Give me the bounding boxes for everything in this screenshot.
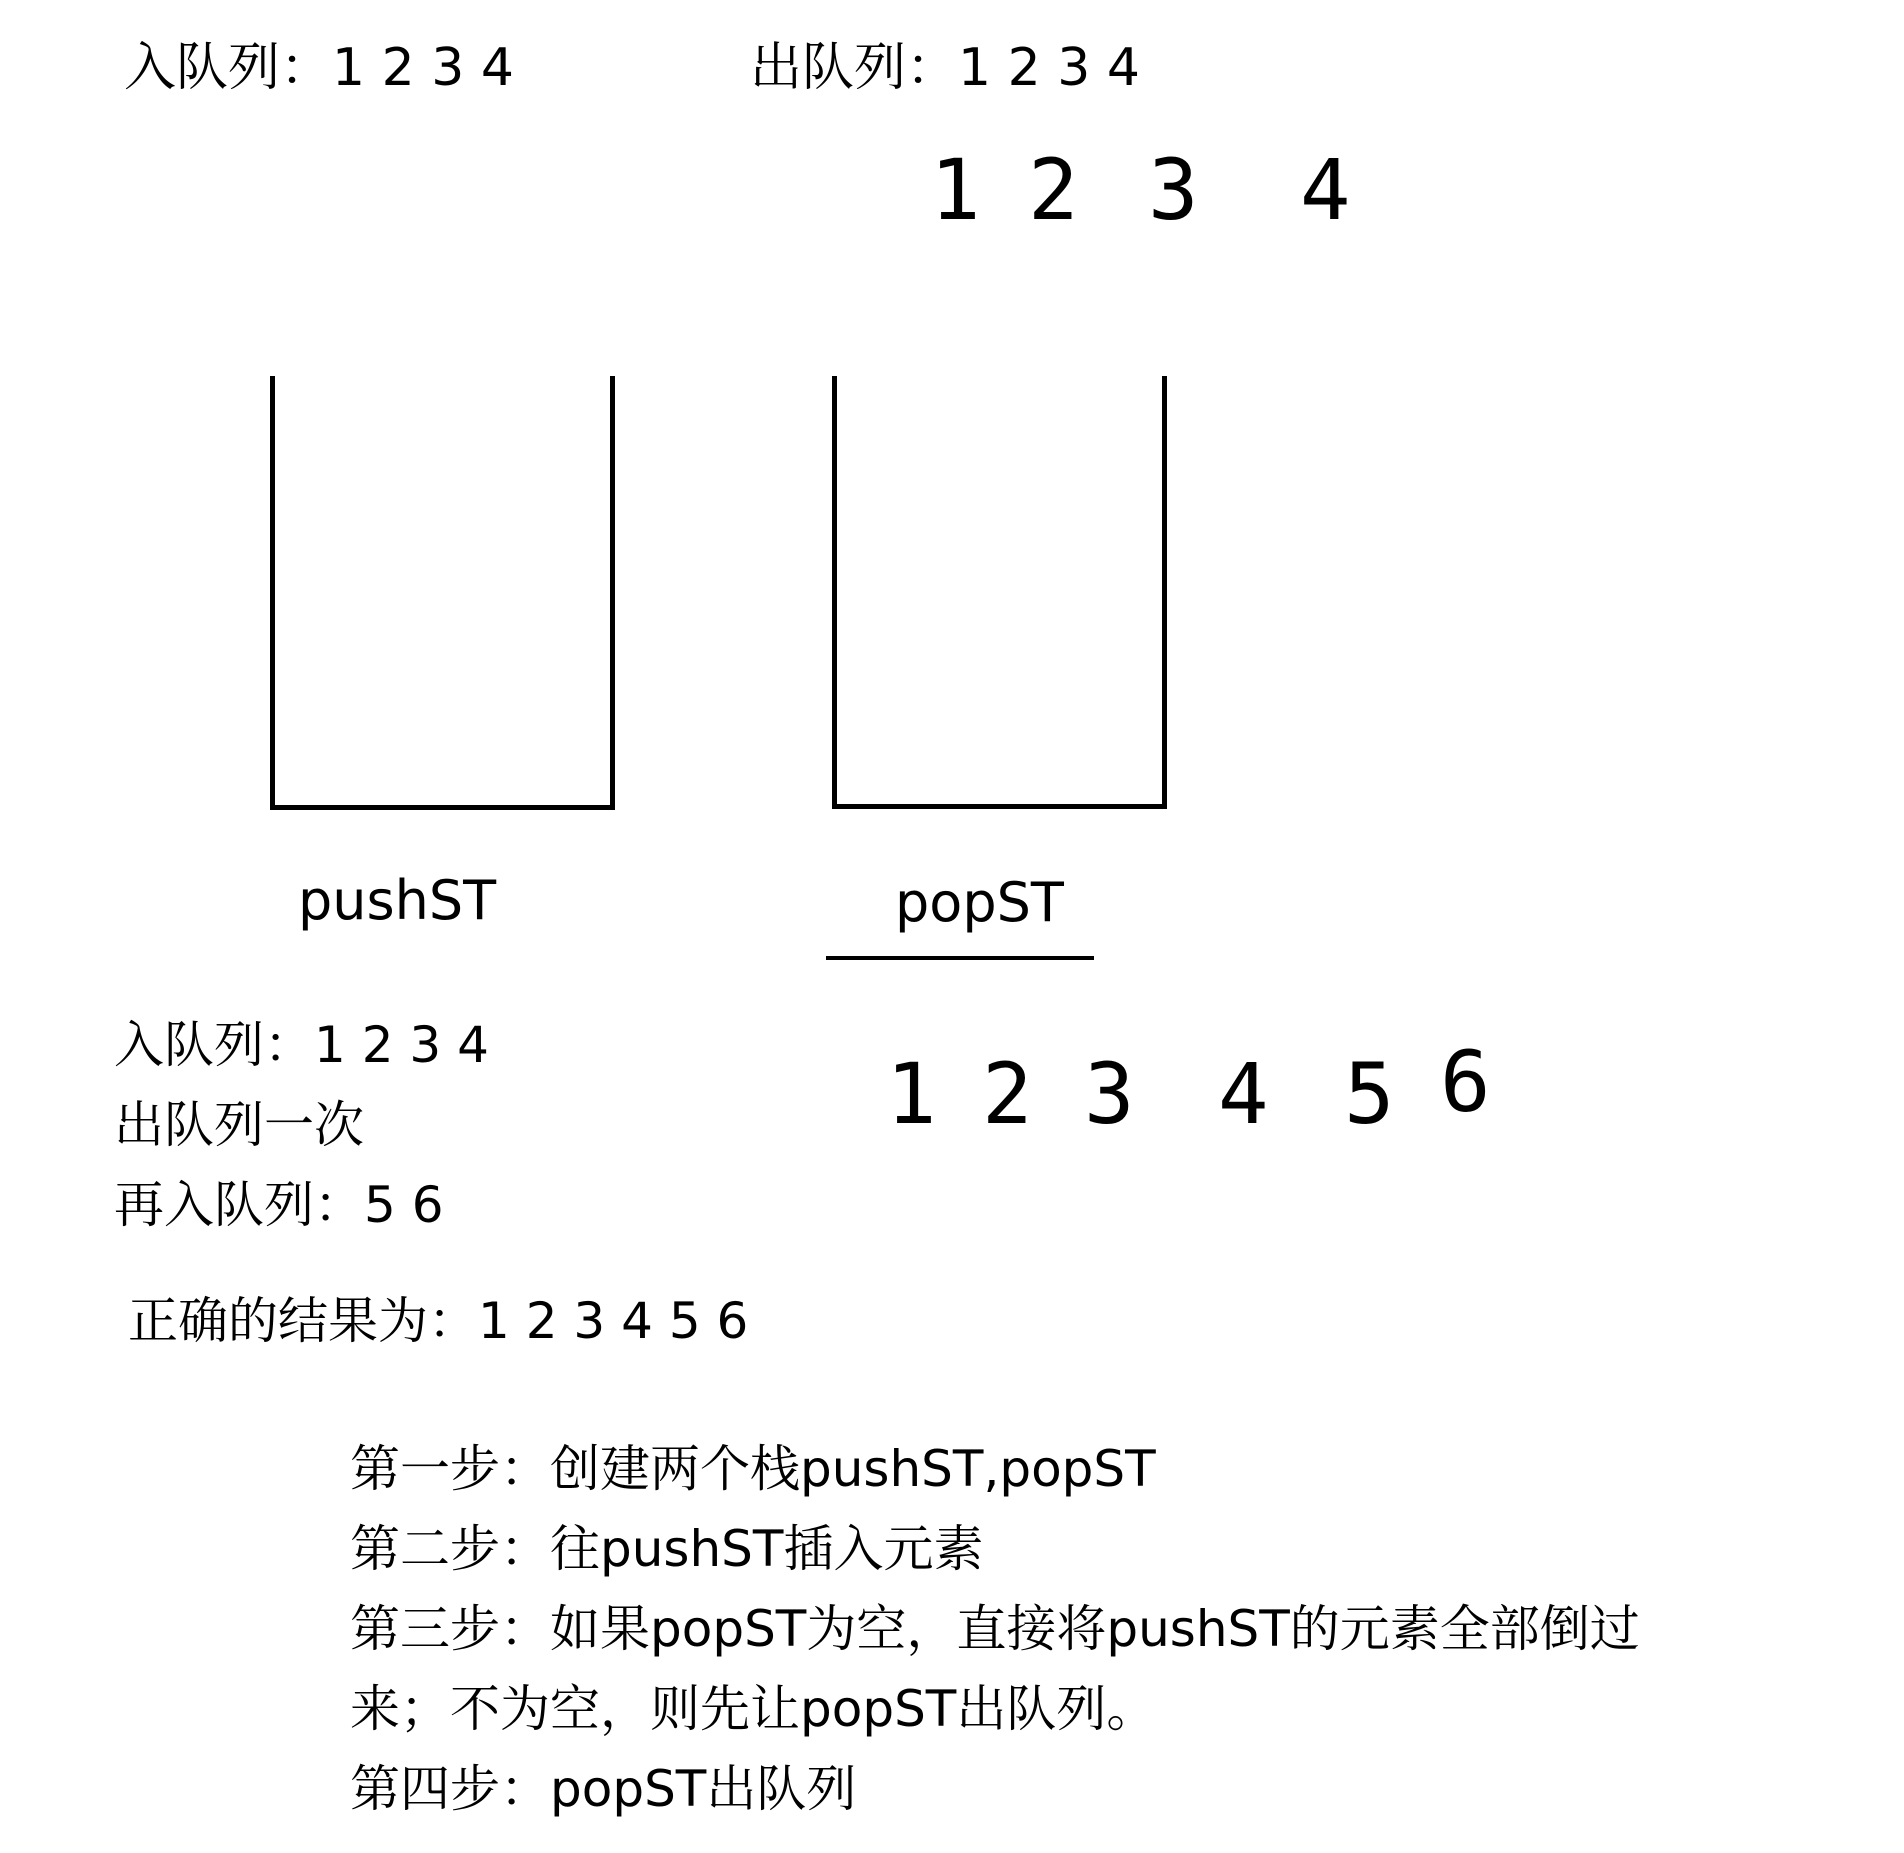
step-3-text: 第三步：如果popST为空，直接将pushST的元素全部倒过 [350, 1600, 1640, 1658]
scenario-line-reenqueue: 再入队列：5 6 [114, 1176, 444, 1234]
handwritten-num: 3 [1148, 141, 1199, 239]
handwritten-num: 1 [930, 141, 981, 239]
step-3-continued-text: 来；不为空，则先让popST出队列。 [350, 1680, 1157, 1738]
handwritten-num: 4 [1300, 141, 1351, 239]
handwritten-num: 5 [1344, 1045, 1395, 1143]
enqueue-text-top: 入队列：1 2 3 4 [124, 38, 514, 98]
scenario-line-dequeue-once: 出队列一次 [114, 1096, 364, 1154]
correct-result-text: 正确的结果为：1 2 3 4 5 6 [128, 1292, 749, 1350]
step-2-text: 第二步：往pushST插入元素 [350, 1520, 984, 1578]
scenario-line-enqueue: 入队列：1 2 3 4 [114, 1016, 489, 1074]
handwritten-num: 2 [982, 1045, 1033, 1143]
pop-stack-label: popST [895, 871, 1064, 934]
pop-stack-container [832, 376, 1167, 809]
step-1-text: 第一步：创建两个栈pushST,popST [350, 1440, 1156, 1498]
handwritten-num: 3 [1084, 1045, 1135, 1143]
step-4-text: 第四步：popST出队列 [350, 1760, 857, 1818]
handwritten-num: 4 [1218, 1045, 1269, 1143]
push-stack-container [270, 376, 615, 810]
pop-label-underline [826, 956, 1094, 960]
push-stack-label: pushST [298, 869, 497, 932]
handwritten-num: 6 [1440, 1033, 1491, 1131]
handwritten-num: 1 [886, 1045, 937, 1143]
dequeue-text-top: 出队列：1 2 3 4 [750, 38, 1140, 98]
handwritten-num: 2 [1028, 141, 1079, 239]
